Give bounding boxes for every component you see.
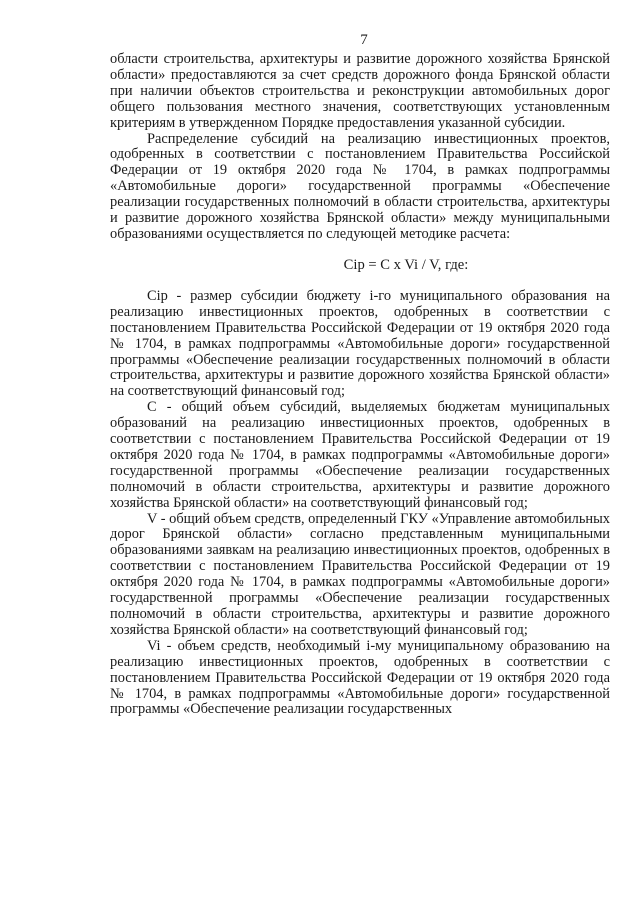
paragraph-subsidy-sources: области строительства, архитектуры и развитие дорожного хозяйства Брянской области» предоставляются за счет средств дорожного фонда Брянской области при наличии объектов строительства и реконструкции автомобильных дорог общего пользования местного значения, соответствующих установленным критериям в утвержденном Порядке предоставления указанной субсидии. (110, 51, 610, 131)
calculation-formula: Ciр = C x Vi / V, где: (343, 256, 469, 273)
definition-v: V - общий объем средств, определенный ГКУ «Управление автомобильных дорог Брянской области» согласно представленным муниципальными образованиями заявкам на реализацию инвестиционных проектов, одобренных в соответствии с постановлением Правительства Российской Федерации от 19 октября 2020 года № 1704, в рамках подпрограммы «Автомобильные дороги» государственной программы «Обеспечение реализации государственных полномочий в области строительства, архитектуры и развитие дорожного хозяйства Брянской области» на соответствующий финансовый год; (110, 510, 610, 638)
document-page (110, 30, 610, 718)
paragraph-distribution-method: Распределение субсидий на реализацию инвестиционных проектов, одобренных в соответствии с постановлением Правительства Российской Федерации от 19 октября 2020 года № 1704, в рамках подпрограммы «Автомобильные дороги» государственной программы «Обеспечение реализации государственных полномочий в области строительства, архитектуры и развитие дорожного хозяйства Брянской области» между муниципальными образованиями осуществляется по следующей методике расчета: (110, 130, 610, 242)
definition-c: C - общий объем субсидий, выделяемых бюджетам муниципальных образований на реализацию инвестиционных проектов, одобренных в соответствии с постановлением Правительства Российской Федерации от 19 октября 2020 года № 1704, в рамках подпрограммы «Автомобильные дороги» государственной программы «Обеспечение реализации государственных полномочий в области строительства, архитектуры и развитие дорожного хозяйства Брянской области» на соответствующий финансовый год; (110, 399, 610, 511)
definition-cir: Ciр - размер субсидии бюджету i-го муниципального образования на реализацию инвестиционных проектов, одобренных в соответствии с постановлением Правительства Российской Федерации от 19 октября 2020 года № 1704, в рамках подпрограммы «Автомобильные дороги» государственной программы «Обеспечение реализации государственных полномочий в области строительства, архитектуры и развитие дорожного хозяйства Брянской области» на соответствующий финансовый год; (110, 287, 610, 400)
definition-vi: Vi - объем средств, необходимый i-му муниципальному образованию на реализацию инвестиционных проектов, одобренных в соответствии с постановлением Правительства Российской Федерации от 19 октября 2020 года № 1704, в рамках подпрограммы «Автомобильные дороги» государственной программы «Обеспечение реализации государственных (110, 637, 610, 718)
page-number: 7 (360, 32, 368, 48)
